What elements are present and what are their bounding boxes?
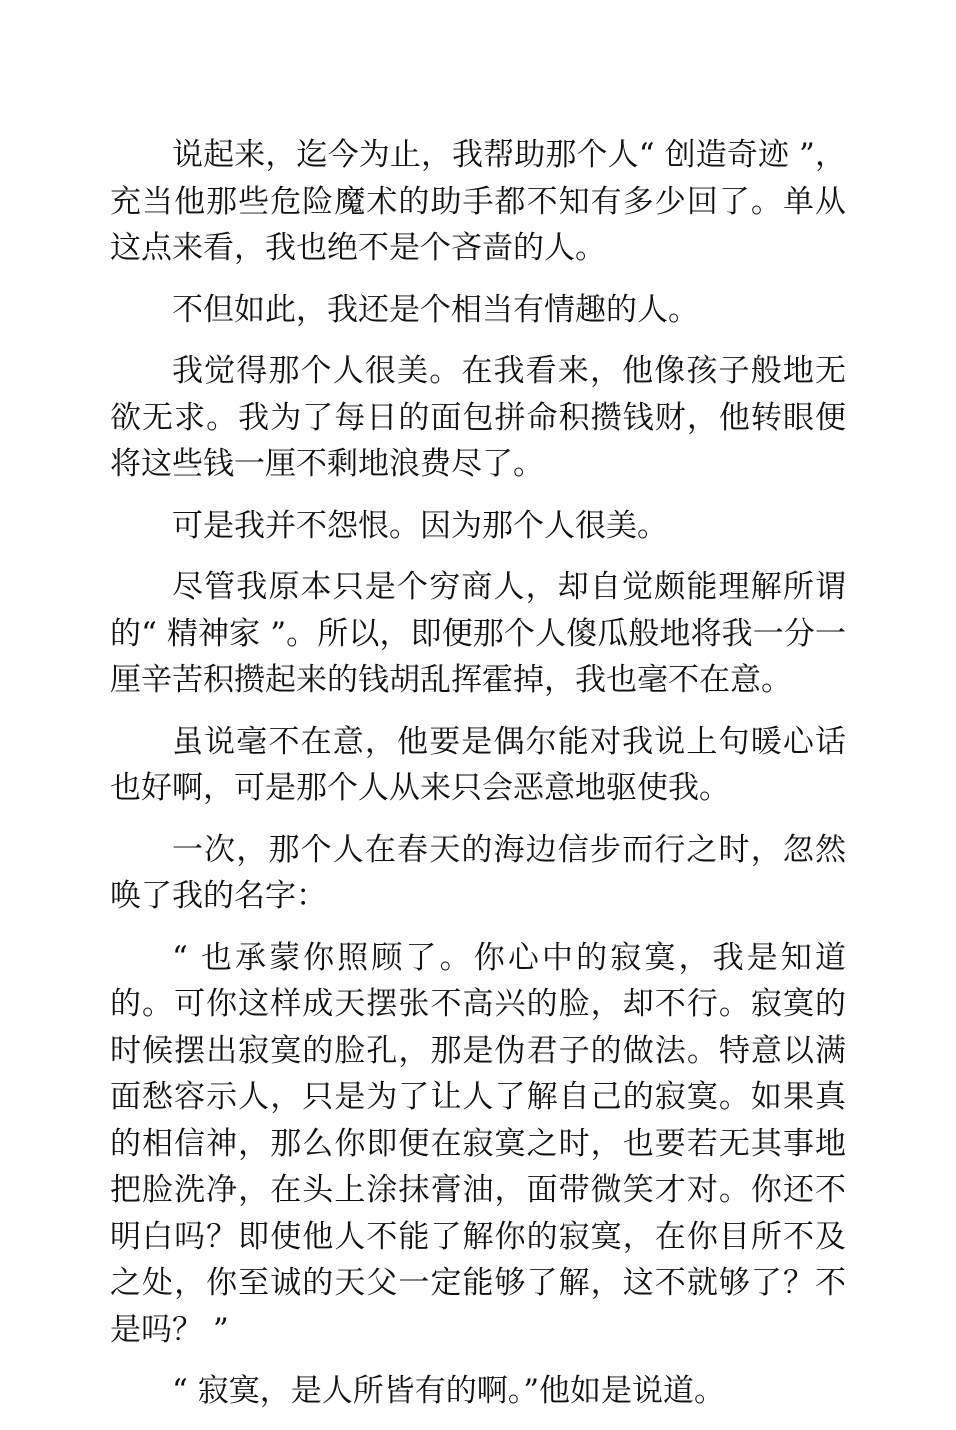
paragraph-9: “ 寂寞，是人所皆有的啊。”他如是说道。: [172, 1373, 726, 1409]
paragraph-1: 说起来，迄今为止，我帮助那个人“ 创造奇迹 ”，充当他那些危险魔术的助手都不知有多少回了。单从这点来看，我也绝不是个吝啬的人。: [110, 137, 846, 266]
paragraph-6: 虽说毫不在意，他要是偶尔能对我说上句暖心话也好啊，可是那个人从来只会恶意地驱使我。: [110, 723, 846, 806]
paragraph-7: 一次，那个人在春天的海边信步而行之时，忽然唤了我的名字：: [110, 831, 846, 914]
paragraph-2: 不但如此，我还是个相当有情趣的人。: [172, 291, 699, 328]
document-page: [110, 132, 846, 1430]
paragraph-5: 尽管我原本只是个穷商人，却自觉颇能理解所谓的“ 精神家 ”。所以，即便那个人傻瓜般地将我一分一厘辛苦积攒起来的钱胡乱挥霍掉，我也毫不在意。: [110, 569, 846, 698]
paragraph-4: 可是我并不怨恨。因为那个人很美。: [172, 507, 668, 544]
paragraph-8: “ 也承蒙你照顾了。你心中的寂寞，我是知道的。可你这样成天摆张不高兴的脸，却不行。寂寞的时候摆出寂寞的脸孔，那是伪君子的做法。特意以满面愁容示人，只是为了让人了解自己的寂寞。如果真的相信神，那么你即便在寂寞之时，也要若无其事地把脸洗净，在头上涂抹膏油，面带微笑才对。你还不明白吗？即使他人不能了解你的寂寞，在你目所不及之处，你至诚的天父一定能够了解，这不就够了？不是吗？ ”: [110, 939, 846, 1348]
paragraph-3: 我觉得那个人很美。在我看来，他像孩子般地无欲无求。我为了每日的面包拼命积攒钱财，他转眼便将这些钱一厘不剩地浪费尽了。: [110, 353, 846, 482]
